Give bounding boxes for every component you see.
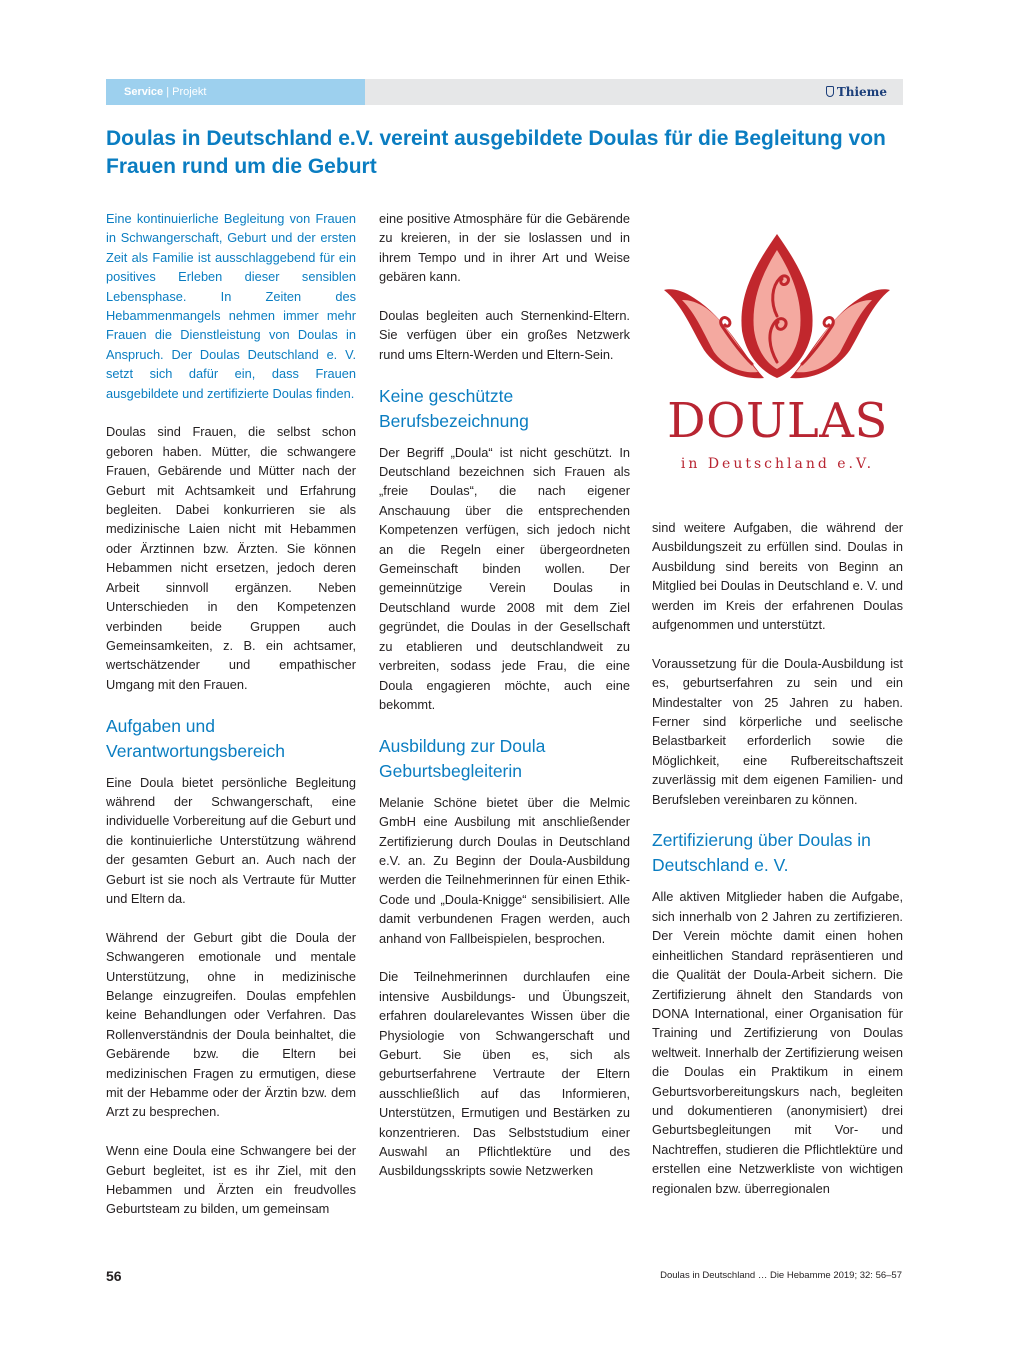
paragraph: Wenn eine Doula eine Schwangere bei der Geburt begleitet, ist es ihr Ziel, mit den Hebammen und Ärzten ein freudvolles Geburtsteam zu bilden, um gemeinsam <box>106 1143 356 1217</box>
section-heading: Aufgaben und Verantwortungsbereich <box>106 715 285 761</box>
section-heading: Zertifizierung über Doulas in Deutschland e. V. <box>652 830 871 876</box>
page-number: 56 <box>106 1268 122 1284</box>
logo-wordmark: DOULAS <box>667 393 888 449</box>
paragraph: Melanie Schöne bietet über die Melmic GmbH eine Ausbilung mit anschließender Zertifizierung durch Doulas in Deutschland e.V. an. Zu Beginn der Doula-Ausbildung werden die Teilnehmerinnen für einen Ethik-Code und „Doula-Knigge“ sensibilisiert. Alle damit verbundenen Fragen werden, auch anhand von Fallbeispielen, besprochen. <box>379 794 630 946</box>
paragraph: sind weitere Aufgaben, die während der Ausbildungszeit zu erfüllen sind. Doulas in Ausbildung sind bereits von Beginn an Mitglied bei Doulas in Deutschland e. V. und werden im Kreis der erfahrenen Doulas aufgenommen und unterstützt. <box>652 520 903 633</box>
paragraph: Die Teilnehmerinnen durchlaufen eine intensive Ausbildungs- und Übungszeit, erfahren doularelevantes Wissen über die Physiologie von Schwangerschaft und Geburt. Sie üben es, sich als geburtserfahrene Vertraute der Eltern ausschließlich auf das Informieren, Unterstützen, Ermutigen und Bestärken zu konzentrieren. Das Selbststudium einer Auswahl an Pflichtlektüre und des Ausbildungsskripts sowie Netzwerken <box>379 969 630 1179</box>
paragraph: eine positive Atmosphäre für die Gebärende zu kreieren, in der sie loslassen und in ihrem Tempo und in ihrer Art und Weise gebären kann. <box>379 211 630 285</box>
section-label <box>106 79 365 105</box>
subsection-name: Projekt <box>172 86 207 98</box>
paragraph: Der Begriff „Doula“ ist nicht geschützt. In Deutschland bezeichnen sich Frauen als „freie Doulas“, die nach eigener Anschauung über die entsprechenden Kompetenzen verfügen, sich jedoch nicht an die Regeln einer übergeordneten Gemeinschaft binden wollen. Der gemeinnützige Verein Doulas in Deutschland wurde 2008 mit dem Ziel gegründet, die Doulas in der Gesellschaft zu etablieren und deutschlandweit zu verbreiten, sodass jede Frau, die eine Doula engagieren möchte, auch eine bekommt. <box>379 444 630 712</box>
shield-icon <box>826 86 834 97</box>
logo-subtitle: in Deutschland e.V. <box>680 456 875 472</box>
paragraph: Voraussetzung für die Doula-Ausbildung ist es, geburtserfahren zu sein und ein Mindestalter von 25 Jahren zu haben. Ferner sind körperliche und seelische Belastbarkeit erforderlich sowie die Möglichkeit, eine Rufbereitschaftszeit zuverlässig mit dem eigenen Familien- und Berufsleben vereinbaren zu können. <box>652 655 903 807</box>
paragraph: Eine Doula bietet persönliche Begleitung während der Schwangerschaft, eine individuelle Vorbereitung auf die Geburt und die kontinuierliche Unterstützung während der gesamten Geburt an. Auch nach der Geburt ist sie noch als Vertraute für Mutter und Eltern da. <box>106 774 356 906</box>
column-3 <box>652 518 903 1217</box>
column-1 <box>106 209 356 1238</box>
paragraph: Alle aktiven Mitglieder haben die Aufgabe, sich innerhalb von 2 Jahren zu zertifizieren. Der Verein möchte damit einen hohen einheitlichen Standard repräsentieren und die Qualität der Doula-Arbeit sichern. Die Zertifizierung ähnelt den Standards von DONA International, einer Organisation für Training und Zertifizierung von Doulas weltweit. Innerhalb der Zertifizierung weisen die Doulas ein Praktikum in einem Geburtsvorbereitungskurs nach, begleiten und dokumentieren (anonymisiert) drei Geburtsbegleitungen mit Vor- und Nachtreffen, studieren die Pflichtlektüre und erstellen eine Netzwerkliste von wichtigen regionalen bzw. überregionalen <box>652 889 903 1196</box>
section-heading: Keine geschützte Berufsbezeichnung <box>379 385 529 431</box>
citation: Doulas in Deutschland … Die Hebamme 2019; 32: 56–57 <box>660 1270 902 1281</box>
publisher-logo <box>826 79 887 105</box>
article-title: Doulas in Deutschland e.V. vereint ausgebildete Doulas für die Begleitung von Frauen rund um die Geburt <box>106 127 886 178</box>
doulas-logo <box>652 226 903 484</box>
paragraph: Doulas sind Frauen, die selbst schon geboren haben. Mütter, die schwangere Frauen, Gebärende und Mütter nach der Geburt mit Achtsamkeit und Erfahrung begleiten. Dabei konkurrieren sie als medizinische Laien nicht mit Hebammen oder Ärztinnen bzw. Ärzten. Sie können Hebammen nicht ersetzen, jedoch deren Arbeit sinnvoll ergänzen. Neben Unterschieden in den Kompetenzen verbinden beide Gruppen auch Gemeinsamkeiten, z. B. ein achtsamer, wertschätzender und empathischer Umgang mit den Frauen. <box>106 424 356 692</box>
publisher-name: Thieme <box>836 85 887 99</box>
lead-paragraph: Eine kontinuierliche Begleitung von Frauen in Schwangerschaft, Geburt und der ersten Zeit als Familie ist ausschlaggebend für ein positives Erleben dieser sensiblen Lebensphase. In Zeiten des Hebammenmangels nehmen immer mehr Frauen die Dienstleistung von Doulas in Anspruch. Der Doulas Deutschland e. V. setzt sich dafür ein, dass Frauen ausgebildete und zertifizierte Doulas finden. <box>106 211 356 401</box>
section-separator: | <box>166 86 170 98</box>
paragraph: Doulas begleiten auch Sternenkind-Eltern. Sie verfügen über ein großes Netzwerk rund ums Eltern-Werden und Eltern-Sein. <box>379 308 630 362</box>
paragraph: Während der Geburt gibt die Doula der Schwangeren emotionale und mentale Unterstützung, ohne in medizinische Belange einzugreifen. Doulas empfehlen keine Behandlungen oder Verfahren. Das Rollenverständnis der Doula beinhaltet, die Gebärende bzw. die Eltern bei medizinischen Fragen zu ermutigen, diese mit der Hebamme oder der Ärztin bzw. dem Arzt zu besprechen. <box>106 929 356 1120</box>
column-2 <box>379 209 630 1200</box>
lotus-flower-icon <box>652 226 903 386</box>
section-heading: Ausbildung zur Doula Geburtsbegleiterin <box>379 735 546 781</box>
section-name: Service <box>124 86 164 98</box>
header-bar <box>106 79 903 105</box>
